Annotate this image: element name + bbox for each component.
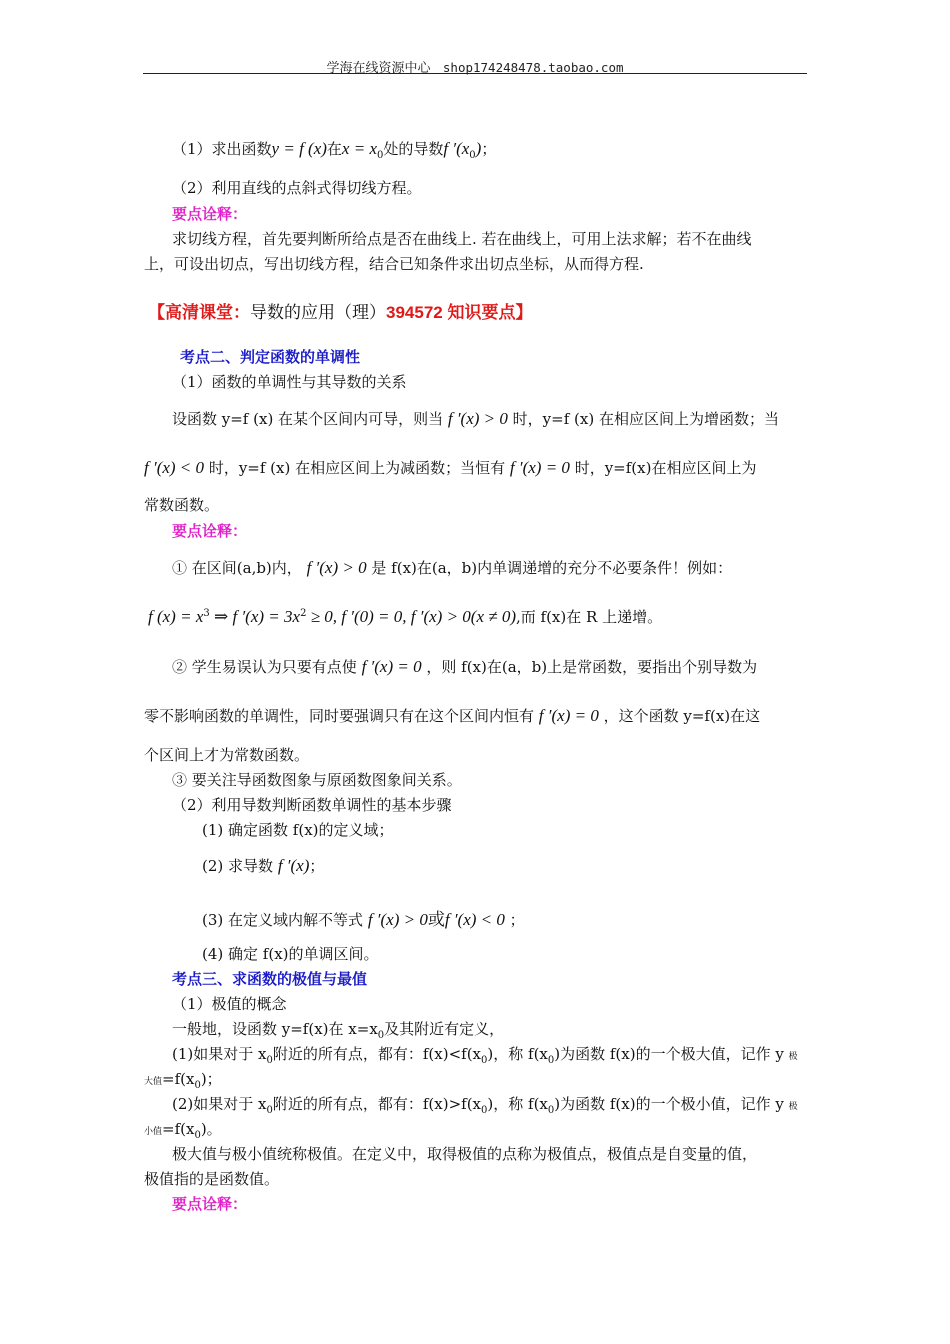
key-note-heading-2: 要点诠释： — [172, 522, 248, 540]
note-item-2: ② 学生易误认为只要有点使 f ′(x) = 0 ，则 f(x)在(a，b)上是常函数，要指出个别导数为 — [172, 657, 758, 676]
paragraph-line: 大值$=f(x_0)$； — [144, 1070, 222, 1091]
tangent-step-1: （1）求出函数y = f (x)在$x = x_0$处的导数f $'(x_0)$； — [172, 139, 497, 161]
paragraph-line: 个区间上才为常数函数。 — [144, 746, 310, 764]
paragraph-line: 设函数 y=f (x) 在某个区间内可导，则当 f ′(x) > 0 时，y=f (x) 在相应区间上为增函数；当 — [172, 409, 779, 428]
paragraph-line: 极值指的是函数值。 — [144, 1170, 280, 1188]
definition-min: (2)如果对于 $x_0$附近的所有点，都有：$f(x)>f(x_0)$，称 $f(x_0)$为函数 f(x)的一个极小值，记作 y 极 — [172, 1095, 798, 1116]
subsection-heading: （1）极值的概念 — [172, 995, 287, 1013]
paragraph-line: 小值$=f(x_0)$。 — [144, 1120, 222, 1141]
key-note-heading-3: 要点诠释： — [172, 1195, 248, 1213]
classroom-banner: 【高清课堂：导数的应用（理）394572 知识要点】 — [148, 303, 533, 323]
example-formula: f $(x) = x^3$ ⇒ f $'(x) = 3x^2 \ge 0$, f ′(0) = 0, f ′(x) > 0(x ≠ 0),而 f(x)在 R 上递增。 — [148, 607, 663, 626]
step-item: (1) 确定函数 f(x)的定义域； — [202, 821, 394, 839]
header-rule — [143, 73, 807, 74]
step-item: (3) 在定义域内解不等式 f ′(x) > 0或f ′(x) < 0 ； — [202, 910, 525, 930]
paragraph-line: f ′(x) < 0 时，y=f (x) 在相应区间上为减函数；当恒有 f ′(x) = 0 时，y=f(x)在相应区间上为 — [144, 458, 757, 477]
paragraph-line: 极大值与极小值统称极值。在定义中，取得极值的点称为极值点，极值点是自变量的值， — [172, 1145, 758, 1163]
key-note-heading-1: 要点诠释： — [172, 205, 248, 223]
definition-max: (1)如果对于 $x_0$附近的所有点，都有：$f(x)<f(x_0)$，称 $f(x_0)$为函数 f(x)的一个极大值，记作 y 极 — [172, 1045, 798, 1066]
paragraph-line: 上，可设出切点，写出切线方程，结合已知条件求出切点坐标，从而得方程. — [144, 255, 644, 273]
paragraph-line: 求切线方程，首先要判断所给点是否在曲线上. 若在曲线上，可用上法求解；若不在曲线 — [172, 230, 752, 248]
paragraph-line: 常数函数。 — [144, 496, 220, 514]
subsection-heading: （2）利用导数判断函数单调性的基本步骤 — [172, 796, 452, 814]
header-site-url: shop174248478.taobao.com — [442, 60, 624, 75]
section-heading-3: 考点三、求函数的极值与最值 — [172, 970, 368, 988]
note-item-3: ③ 要关注导函数图象与原函数图象间关系。 — [172, 771, 462, 789]
paragraph-line: 一般地，设函数 y=f(x)在 $x=x_0$及其附近有定义， — [172, 1020, 505, 1041]
section-heading-2: 考点二、判定函数的单调性 — [180, 348, 361, 366]
step-item: (4) 确定 f(x)的单调区间。 — [202, 945, 379, 963]
step-item: (2) 求导数 f ′(x)； — [202, 856, 325, 875]
subsection-heading: （1）函数的单调性与其导数的关系 — [172, 373, 407, 391]
paragraph-line: 零不影响函数的单调性，同时要强调只有在这个区间内恒有 f ′(x) = 0 ，这个函数 y=f(x)在这 — [144, 706, 761, 725]
note-item-1: ① 在区间(a,b)内， f ′(x) > 0 是 f(x)在(a，b)内单调递增的充分不必要条件！例如： — [172, 558, 733, 577]
header-site-name: 学海在线资源中心 — [326, 61, 431, 76]
tangent-step-2: （2）利用直线的点斜式得切线方程。 — [172, 179, 422, 197]
